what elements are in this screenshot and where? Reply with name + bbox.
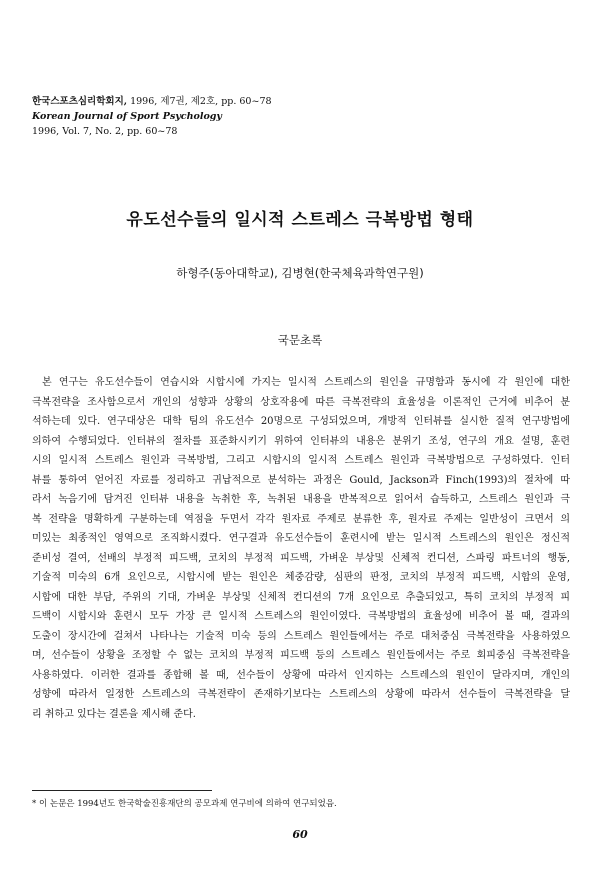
footnote-divider — [32, 790, 212, 791]
footnote: * 이 논문은 1994년도 한국학술진흥재단의 공모과제 연구비에 의하여 연구되었음. — [32, 799, 337, 809]
abstract-line: 준비성 결여, 선배의 부정적 피드백, 코치의 부정적 피드백, 가벼운 부상및 신체적 컨디션, 스파링 파트너의 행동, — [32, 552, 570, 564]
abstract-line: 성향에 따라서 일정한 스트레스의 극복전략이 존재하기보다는 스트레스의 상황에 따라서 선수들이 극복전략을 달 — [32, 689, 570, 700]
abstract-line: 의하여 수행되었다. 인터뷰의 절차를 표준화시키기 위하여 인터뷰의 내용은 분위기 조성, 연구의 개요 설명, 훈련 — [32, 435, 570, 447]
abstract-line: 시의 일시적 스트레스 원인과 극복방법, 그리고 시합시의 일시적 스트레스 원인과 극복방법으로 구성하였다. 인터 — [32, 455, 570, 466]
citation-ko: 1996, 제7권, 제2호, pp. 60~78 — [127, 96, 272, 107]
page-number: 60 — [292, 828, 308, 841]
abstract-line: 본 연구는 유도선수들이 연습시와 시합시에 가지는 일시적 스트레스의 원인을 규명함과 동시에 각 원인에 대한 — [42, 377, 570, 388]
journal-name-ko: 한국스포츠심리학회지, — [32, 96, 128, 107]
abstract-line: 리 취하고 있다는 결론을 제시해 준다. — [32, 708, 196, 720]
abstract-line: 라서 녹음기에 담겨진 인터뷰 내용을 녹취한 후, 녹취된 내용을 반복적으로 읽어서 습득하고, 스트레스 원인과 극 — [32, 494, 570, 505]
abstract-line: 미있는 최종적인 영역으로 조직화시켰다. 연구결과 유도선수들이 훈련시에 받는 일시적 스트레스의 원인은 정신적 — [32, 533, 570, 544]
abstract-line: 복 전략을 명확하게 구분하는데 역점을 두면서 각각 원자료 주제로 분류한 후, 원자료 주제는 일반성이 크면서 의 — [32, 513, 570, 525]
abstract-line: 시합에 대한 부담, 주위의 기대, 가벼운 부상및 신체적 컨디션의 7개 요인으로 추출되었고, 특히 코치의 부정적 피 — [32, 591, 570, 603]
abstract-line: 뷰를 통하여 얻어진 자료를 정리하고 귀납적으로 분석하는 과정은 Gould, Jackson과 Finch(1993)의 절차에 따 — [32, 474, 570, 486]
abstract-body — [32, 373, 570, 724]
abstract-line: 기술적 미숙의 6개 요인으로, 시합시에 받는 원인은 체중감량, 심판의 판정, 코치의 부정적 피드백, 시합의 운영, — [32, 572, 570, 583]
abstract-line: 드백이 시합시와 훈련시 모두 가장 큰 일시적 스트레스의 원인이였다. 극복방법의 효율성에 비추어 볼 때, 결과의 — [32, 611, 570, 622]
paper-title: 유도선수들의 일시적 스트레스 극복방법 형태 — [126, 210, 474, 230]
journal-name-en: Korean Journal of Sport Psychology — [32, 111, 222, 122]
authors: 하형주(동아대학교), 김병현(한국체육과학연구원) — [176, 266, 424, 280]
abstract-line: 극복전략을 조사함으로서 개인의 성향과 상황의 상호작용에 따른 극복전략의 효율성을 이론적인 근거에 비추어 분 — [32, 396, 570, 408]
abstract-line: 며, 선수들이 상황을 조정할 수 없는 코치의 부정적 피드백 등의 스트레스 원인들에서는 주로 회피중심 극복전략을 — [32, 650, 570, 661]
citation-en: 1996, Vol. 7, No. 2, pp. 60~78 — [32, 126, 178, 137]
journal-header — [32, 94, 272, 139]
header-line-ko — [32, 94, 272, 109]
abstract-heading: 국문초록 — [277, 333, 323, 347]
abstract-line: 사용하였다. 이러한 결과를 종합해 볼 때, 선수들이 상황에 따라서 인지하는 스트레스의 원인이 달라지며, 개인의 — [32, 669, 570, 681]
abstract-line: 도출이 장시간에 걸쳐서 나타나는 기술적 미숙 등의 스트레스 원인들에서는 주로 대처중심 극복전략을 사용하였으 — [32, 630, 570, 642]
abstract-line: 석하는데 있다. 연구대상은 대학 팀의 유도선수 20명으로 구성되었으며, 개방적 인터뷰를 실시한 질적 연구방법에 — [32, 416, 570, 427]
